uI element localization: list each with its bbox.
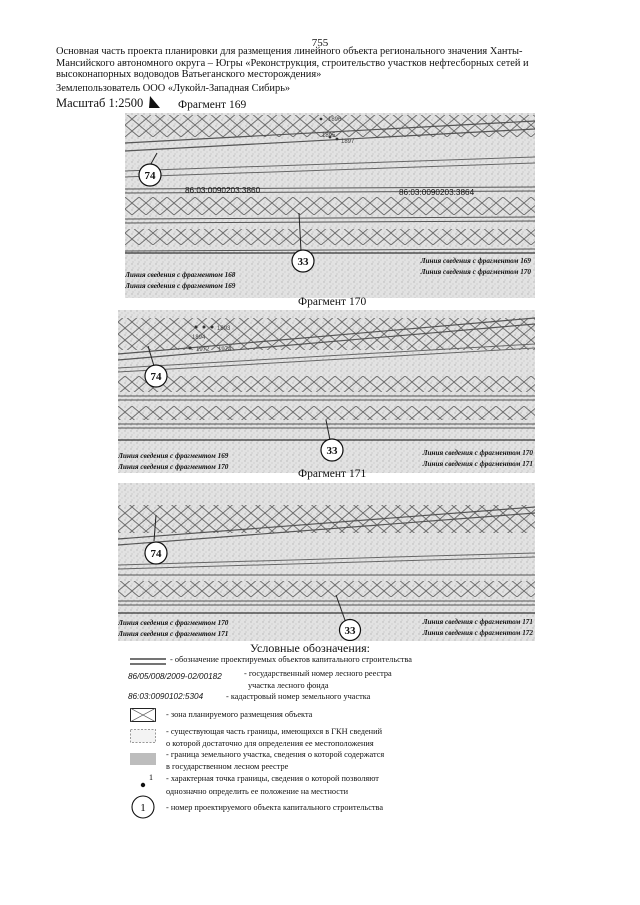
boundary-point xyxy=(211,326,214,329)
fragment-171-title: Фрагмент 171 xyxy=(298,468,367,480)
point-label: 1896 xyxy=(328,117,342,123)
object-number: 74 xyxy=(144,170,156,182)
page-number: 755 xyxy=(311,37,329,49)
svg-text:1: 1 xyxy=(140,802,146,814)
object-number: 33 xyxy=(326,445,338,457)
join-line-labels-right: Линия сведения с фрагментом 169 Линия сведения с фрагментом 170 xyxy=(420,257,531,276)
fragment-169-map xyxy=(125,113,535,298)
fragment-170-map xyxy=(118,310,535,473)
land-user: Землепользователь ООО «Лукойл-Западная Сибирь» xyxy=(56,83,291,94)
legend xyxy=(128,653,568,823)
boundary-point-symbol xyxy=(138,773,158,791)
legend-item-text: - характерная точка границы, сведения о которой позволяют xyxy=(166,774,379,783)
join-line-labels-right: Линия сведения с фрагментом 170 Линия сведения с фрагментом 171 xyxy=(422,449,533,468)
point-label: 1972 xyxy=(196,347,210,353)
legend-item-text: - государственный номер лесного реестра xyxy=(244,669,392,678)
forest-registry-code: 86/05/008/2009-02/00182 xyxy=(128,672,222,681)
legend-item-text: о которой достаточно для определения ее местоположения xyxy=(166,739,374,748)
cadastral-number: 86:03:0090203:3860 xyxy=(185,186,261,195)
point-label: 1895 xyxy=(322,133,336,139)
legend-item-text: - кадастровый номер земельного участка xyxy=(226,692,371,701)
svg-text:1: 1 xyxy=(149,773,153,782)
point-label: 1893 xyxy=(217,326,231,332)
join-line-labels-left: Линия сведения с фрагментом 170 Линия сведения с фрагментом 171 xyxy=(118,619,229,638)
legend-item-text: в государственном лесном реестре xyxy=(166,762,289,771)
legend-title: Условные обозначения: xyxy=(250,641,371,655)
legend-item-text: участка лесного фонда xyxy=(248,681,329,690)
fragment-171-map xyxy=(118,483,535,641)
boundary-point xyxy=(195,326,198,329)
legend-item-text: - граница земельного участка, сведения о которой содержатся xyxy=(166,750,385,759)
legend-item-text: - существующая часть границы, имеющихся в ГКН сведений xyxy=(166,727,383,736)
boundary-point xyxy=(189,347,192,350)
fragment-170-title: Фрагмент 170 xyxy=(298,296,367,308)
object-number: 74 xyxy=(150,548,162,560)
existing-boundary-symbol xyxy=(130,729,156,743)
map-scale: Масштаб 1:2500 xyxy=(56,96,144,110)
boundary-point xyxy=(320,118,323,121)
boundary-point xyxy=(336,138,339,141)
legend-item-text: - зона планируемого размещения объекта xyxy=(166,710,313,719)
forest-boundary-symbol xyxy=(130,753,156,765)
document-title: Основная часть проекта планировки для размещения линейного объекта регионального значения Ханты-Мансийского автономного округа – Югры «Реконструкция, строительство участков нефтесборных сетей и высоконапорных водоводов Ватьеганского месторождения» xyxy=(56,46,529,81)
cadastral-code: 86:03:0090102:5304 xyxy=(128,692,204,701)
cadastral-number: 86:03:0090203:3864 xyxy=(399,188,475,197)
point-label: 1894 xyxy=(192,335,206,341)
legend-item-text: - номер проектируемого объекта капитального строительства xyxy=(166,803,384,812)
projected-object-symbol xyxy=(130,657,166,667)
join-line-labels-right: Линия сведения с фрагментом 171 Линия сведения с фрагментом 172 xyxy=(422,618,533,637)
boundary-point xyxy=(203,326,206,329)
object-number: 33 xyxy=(297,256,309,268)
planned-zone-symbol xyxy=(130,708,156,722)
legend-item-text: однозначно определить ее положение на местности xyxy=(166,787,349,796)
object-number: 33 xyxy=(344,625,356,637)
point-label: 1974 xyxy=(218,347,232,353)
object-number: 74 xyxy=(150,371,162,383)
object-number-symbol xyxy=(130,794,156,820)
north-arrow-icon xyxy=(147,95,161,109)
join-line-labels-left: Линия сведения с фрагментом 169 Линия сведения с фрагментом 170 xyxy=(118,452,229,471)
legend-item-text: - обозначение проектируемых объектов капитального строительства xyxy=(170,655,412,664)
point-label: 1897 xyxy=(341,139,355,145)
fragment-169-title: Фрагмент 169 xyxy=(178,99,247,111)
join-line-labels-left: Линия сведения с фрагментом 168 Линия сведения с фрагментом 169 xyxy=(125,271,236,290)
